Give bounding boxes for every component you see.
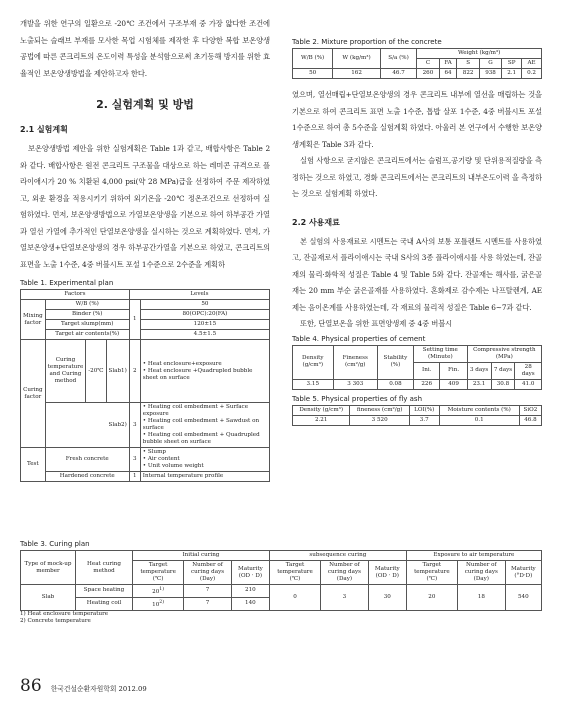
right-column [292,16,542,426]
t2-sub: AE [522,59,542,69]
table5-caption: Table 5. Physical properties of fly ash [292,394,422,403]
t3-h-target: Target temperature (℃) [133,561,184,585]
t5-header: Density (g/cm³) [293,405,350,415]
t1-hardened: Hardened concrete [45,472,129,482]
t1-item: • Heating coil embedment + Sawdust on surface [142,418,260,431]
t2-cell: 2.1 [502,69,522,79]
t1-fresh-items [140,448,269,472]
t4-cell: 41.0 [515,379,542,389]
section-title: 2. 실험계획 및 방법 [96,98,194,111]
t4-cell: 226 [413,379,440,389]
t3-h-method: Heat curing method [76,551,133,585]
t5-header: fineness (cm²/g) [350,405,410,415]
t4-sub: Fin. [440,362,467,379]
t1-item: • Slump [142,449,166,455]
t4-h-comp: Compressive strength (MPa) [467,345,541,362]
t3-member: Slab [21,585,76,611]
t1-header-levels: Levels [129,290,269,300]
t3-maturity: 140 [231,597,269,610]
t3-exp-days: 18 [457,585,505,611]
t1-cell: 1 [129,300,140,340]
t4-cell: 3 303 [333,379,377,389]
table4-caption: Table 4. Physical properties of cement [292,334,426,343]
table1-experimental-plan [20,289,270,482]
t4-cell: 23.1 [467,379,491,389]
t3-h-target: Target temperature (℃) [406,561,457,585]
t5-header: LOI(%) [409,405,439,415]
t1-item: • Unit volume weight [142,463,204,469]
t3-h-maturity: Maturity (OD · D) [368,561,406,585]
journal-name: 한국건설순환자원학회 2012.09 [50,685,147,693]
t1-item: • Heat enclosure +Quadrupled bubble sheet on surface [142,367,253,381]
plan-paragraph: 보온양생방법 제안을 위한 실험계획은 Table 1과 같고, 배합사항은 Table 2와 같다. 배합사항은 원전 콘크리트 구조물을 대상으로 하는 레미콘 규격으로 플라이애시가 20 % 치환된 4,000 psi(약 28 MPa)급을 선정하여 주문 제작하였고, 외운 환경을 적용시키기 위하여 외기온을 -20℃ 정온조건으로 선정하여 실험하였다. 먼저, 보온양생방법으로 가열보온양생을 기본으로 하여 하부공간 가열과 열선 가열에 추가적인 단열보온양생을 실시하는 것으로 계획하였다. 먼저, 가열보온양생+단열보온양생의 경우 하부공간가열을 기본으로 하였고, 콘크리트의 표면을 노출 1수준, 4중 버블시트 포설 1수준으로 2수준을 계획하 [20,144,270,269]
t2-h-weight: Weight (kg/m³) [417,49,542,59]
t1-cell: 4.5±1.5 [140,330,269,340]
t1-header-factors: Factors [21,290,130,300]
t2-sub: FA [439,59,457,69]
t5-header: Moisture contents (%) [439,405,519,415]
t4-h-fineness: Fineness (cm²/g) [333,345,377,379]
t5-cell: 46.8 [519,415,541,425]
t4-h-density: Density (g/cm³) [293,345,334,379]
t4-sub: Ini. [413,362,440,379]
t1-cell: 50 [140,300,269,310]
t3-temp [133,585,184,598]
t1-hardened-item: Internal temperature profile [140,472,269,482]
page-footer [20,676,147,696]
t4-sub: 3 days [467,362,491,379]
t3-subseq-days: 3 [321,585,369,611]
t3-h-days: Number of curing days (Day) [321,561,369,585]
t2-cell: 822 [457,69,479,79]
t2-cell: 938 [479,69,501,79]
t3-temp-value: 20 [152,588,160,595]
page-number: 86 [20,676,42,696]
t1-mix-group: Mixing factor [21,300,46,340]
table5-flyash [292,405,542,426]
t2-cell: 0.2 [522,69,542,79]
right-paragraph-4: 또한, 단열보온을 위한 표면양생제 중 4중 버블시 [300,319,453,328]
t1-fresh: Fresh concrete [45,448,129,472]
t5-cell: 3 520 [350,415,410,425]
t3-temp [133,597,184,610]
t4-cell: 30.8 [491,379,515,389]
t1-slab1: Slab1) [106,340,129,402]
t4-h-stability: Stability (%) [377,345,413,379]
t3-h-subseq: subsequence curing [269,551,406,561]
t3-temp-value: 10 [152,601,160,608]
t1-curing-temp: Curing temperature and Curing method [46,340,86,402]
intro-paragraph: 개발을 위한 연구의 일환으로 -20℃ 조건에서 구조부재 중 가장 얇다한 조건에 노출되는 슬래브 부재를 모사한 목업 시험체를 제작한 후 다양한 복합 보온양생 공법에 따른 콘크리트의 온도이력 특성을 분석함으로써 초기동해 방지를 위한 효율적인 보온양생방법을 제안하고자 한다. [20,19,270,78]
t3-h-exposure: Exposure to air temperature [406,551,541,561]
t3-h-days: Number of curing days (Day) [184,561,232,585]
t2-cell: 260 [417,69,439,79]
t3-h-maturity2: Maturity (°D·D) [505,561,541,585]
t1-curing-inner [45,340,129,403]
t1-cell: 120±15 [140,320,269,330]
t1-curing-group: Curing factor [21,340,46,448]
table2-mixture [292,48,542,79]
t1-temp-value: -20℃ [88,367,104,374]
t1-cell: 2 [129,340,140,403]
t1-cell: Target slump(mm) [45,320,129,330]
t3-method: Heating coil [76,597,133,610]
t3-temp-note: 2) [159,599,165,605]
t3-temp-note: 1) [159,587,165,592]
t3-h-type: Type of mock-up member [21,551,76,585]
t1-cell: 1 [129,472,140,482]
subsection-title-2-1: 2.1 실험계획 [20,125,68,134]
t2-h-wb: W/B (%) [293,49,333,69]
t1-item: • Heat enclosure+exposure [142,360,222,367]
right-paragraph-2: 실험 사항으로 굳지않은 콘크리트에서는 슬럼프,공기량 및 단위용적질량을 측정하는 것으로 하였고, 경화 콘크리트에서는 콘크리트의 내부온도이력 을 측정하는 것으로 실험계획 하였다. [292,156,542,198]
t3-days: 7 [184,597,232,610]
t1-slab2-items [140,403,269,448]
t2-sub: C [417,59,439,69]
t2-sub: G [479,59,501,69]
t3-days: 7 [184,585,232,598]
t2-cell: 46.7 [380,69,416,79]
t1-item: • Heating coil embedment + Quadrupled bubble sheet on surface [142,432,260,445]
table1-caption: Table 1. Experimental plan [20,279,114,287]
t3-h-initial: Initial curing [133,551,270,561]
t3-exp-temp: 20 [406,585,457,611]
subsection-title-2-2: 2.2 사용재료 [292,217,340,227]
t2-cell: 50 [293,69,333,79]
t4-cell: 0.08 [377,379,413,389]
t5-header: SiO2 [519,405,541,415]
t3-note-1: 1) Heat enclosure temperature [20,610,109,617]
t3-subseq-maturity: 30 [368,585,406,611]
table4-cement [292,345,542,390]
t4-cell: 3.15 [293,379,334,389]
t1-test-group: Test [21,448,46,482]
t1-slab2: Slab2) [45,403,129,448]
t1-cell: Target air contents(%) [45,330,129,340]
table2-caption: Table 2. Mixture proportion of the concrete [292,38,442,46]
t1-item: • Heating coil embedment + Surface exposure [142,404,249,417]
t4-sub: 7 days [491,362,515,379]
t1-cell: 3 [129,448,140,472]
t4-h-setting: Setting time (Minute) [413,345,467,362]
t1-cell: Binder (%) [45,310,129,320]
t5-cell: 0.1 [439,415,519,425]
t1-cell: 3 [129,403,140,448]
t3-h-target: Target temperature (℃) [269,561,320,585]
t1-item: • Air content [142,456,180,462]
t2-cell: 64 [439,69,457,79]
t3-h-maturity: Maturity (OD · D) [231,561,269,585]
right-paragraph-1: 였으며, 열선매립+단열보온양생의 경우 콘크리트 내부에 열선을 매립하는 것을 기본으로 하여 콘크리트 표면 노출 1수준, 톱밥 살포 1수준, 4중 버블시트 포설 1수준으로 하여 총 5수준을 실험계획 하였다. 아울러 본 연구에서 수행한 보온양생계획은 Table 3과 같다. [292,90,542,149]
t2-h-sa: S/a (%) [380,49,416,69]
t3-subseq-temp: 0 [269,585,320,611]
left-column [20,16,270,482]
table3-curing-plan [20,550,542,611]
t2-h-w: W (kg/m³) [333,49,381,69]
t2-cell: 162 [333,69,381,79]
t2-sub: S [457,59,479,69]
t3-method: Space heating [76,585,133,598]
table3-block [20,538,542,625]
table3-caption: Table 3. Curing plan [20,540,90,548]
right-paragraph-3: 본 실험의 사용재료로 시멘트는 국내 A사의 보통 포틀랜트 시멘트를 사용하였고, 잔골재로서 플라이애시는 국내 S사의 3종 플라이애시를 사용 하였는데, 잔골재의 물리·화학적 성질은 Table 4 및 Table 5와 같다. 잔골재는 해사를, 굵은골재는 20 mm 부순 굵은골재를 사용하였다. 혼화제로 감수제는 나프탈렌계, AE제는 음이온계를 사용하였는데, 각 재료의 물리적 성질은 Table 6~7과 같다. [292,236,542,312]
t1-cell: W/B (%) [45,300,129,310]
t3-maturity: 210 [231,585,269,598]
t3-h-days: Number of curing days (Day) [457,561,505,585]
t4-cell: 409 [440,379,467,389]
t5-cell: 3.7 [409,415,439,425]
t1-cell: 80(OPC):20(FA) [140,310,269,320]
t3-exp-maturity: 540 [505,585,541,611]
t3-note-2: 2) Concrete temperature [20,617,91,624]
t1-slab1-items [140,340,269,403]
t5-cell: 2.21 [293,415,350,425]
t2-sub: SP [502,59,522,69]
t4-sub: 28 days [515,362,542,379]
